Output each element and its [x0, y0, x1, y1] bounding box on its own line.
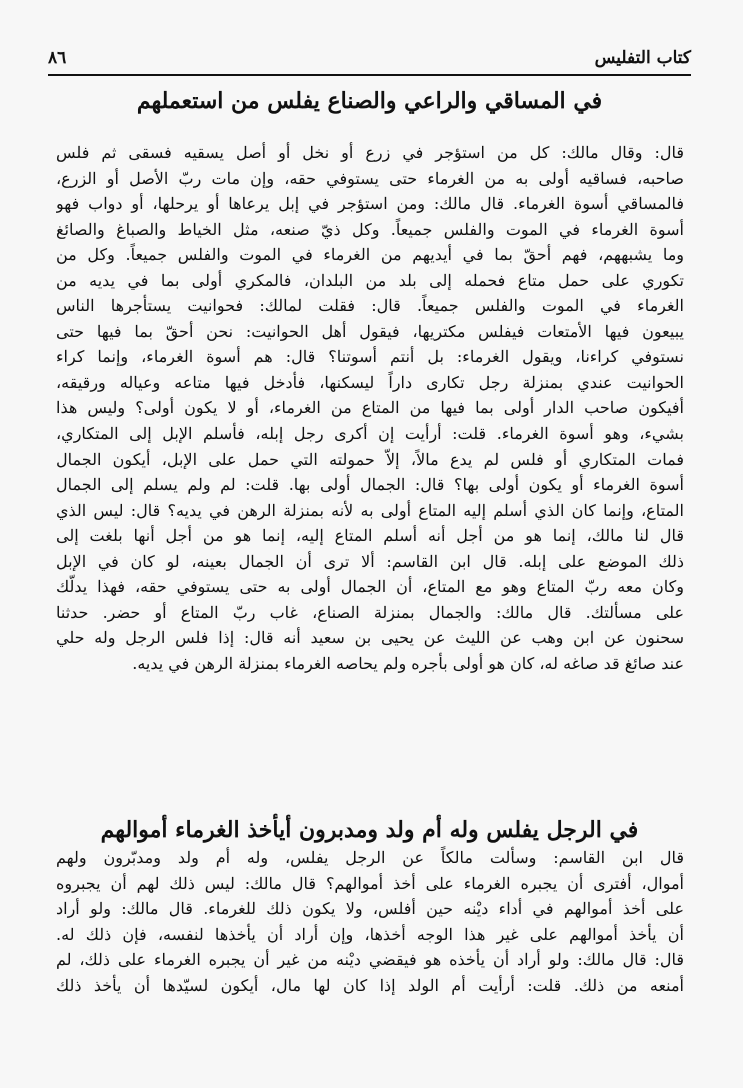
- section-heading: في الرجل يفلس وله أم ولد ومدبرون أيأخذ الغرماء أموالهم: [100, 817, 639, 843]
- page-number: ٨٦: [48, 48, 67, 68]
- section-heading: في المساقي والراعي والصناع يفلس من استعملهم: [136, 88, 603, 114]
- text-line: قال ابن القاسم: وسألت مالكاً عن الرجل يفلس، وله أم ولد ومدبّرون ولهم: [56, 848, 684, 867]
- text-line: قال: وقال مالك: كل من استؤجر في زرع أو نخل أو أصل يسقيه فسقى ثم فلس: [56, 143, 684, 162]
- text-line: أفيكون صاحب الدار أولى بما فيها من المتاع من الغرماء، أو لا يكون أولى؟ وليس هذا: [56, 398, 684, 418]
- text-line: يبيعون فيها الأمتعات فيفلس مكتريها، فيقول أهل الحوانيت: نحن أحقّ بما فيها حتى: [56, 321, 684, 341]
- text-line: على أخذ أموالهم في أداء ديْنه حين أفلس، ولا يكون ذلك للغرماء. قال مالك: ولو أراد: [56, 899, 684, 919]
- text-line: المتاع، وإنما كان الذي أسلم إليه المتاع أولى به لأنه بمنزلة الرهن في يديه؟ قال: ليس الذي: [56, 500, 684, 520]
- text-line: على مسألتك. قال مالك: والجمال بمنزلة الصناع، غاب ربّ المتاع أو حضر. حدثنا: [56, 602, 684, 622]
- text-line: أسوة الغرماء في الموت والفلس جميعاً. وكل ذيّ صنعه، مثل الخياط والصباغ والصائغ: [56, 219, 684, 239]
- text-line: فمات المتكاري أو فلس لم يدع مالاً، إلاّ حمولته التي حمل على الإبل، أيكون الجمال: [56, 449, 684, 469]
- text-line: الغرماء في الموت والفلس جميعاً. قال: فقلت لمالك: فحوانيت يستأجرها الناس: [56, 296, 684, 316]
- text-line: عند صائغ قد صاغه له، كان هو أولى بأجره ولم يحاصه الغرماء بمنزلة الرهن في يديه.: [132, 653, 684, 673]
- text-line: سحنون عن ابن وهب عن الليث عن يحيى بن سعيد أنه قال: إذا فلس الرجل وله حلي: [56, 628, 684, 648]
- text-line: أموال، أفترى أن يجبره الغرماء على أخذ أموالهم؟ قال مالك: ليس ذلك لهم أن يجبروه: [56, 873, 684, 893]
- text-line: تكوري على حمل متاع فحمله إلى بلد من البلدان، فالمكري أولى بما في يديه من: [56, 270, 684, 290]
- text-line: قال: قال مالك: ولو أراد أن يأخذه هو فيقضي ديْنه من غير أن يجبره الغرماء على ذلك، لم: [56, 950, 684, 970]
- text-line: ذلك الموضع على إبله. قال ابن القاسم: ألا ترى أن الجمال بعينه، لو كان في الإبل: [56, 551, 684, 571]
- text-line: أسوة الغرماء أو يكون أولى بها؟ قال: الجمال أولى بها. قلت: لم ولم يسلم إلى الجمال: [56, 475, 684, 495]
- section-body: [56, 845, 684, 998]
- text-line: صاحبه، فساقيه أولى به من الغرماء حتى يستوفي حقه، وإن مات ربّ الأصل أو الزرع،: [56, 168, 684, 188]
- page-header: [48, 44, 691, 72]
- text-line: قال لنا مالك، إنما هو من أجل أنه أسلم المتاع إليه، إنما هو من أجل أنها بلغت إلى: [56, 526, 684, 546]
- text-line: وكان معه ربّ المتاع وهو مع المتاع، أن الجمال أولى به حتى يستوفي حقه، فهذا يدلّك: [56, 577, 684, 597]
- text-line: وما يشبههم، فهم أحقّ بما في أيديهم من الغرماء في الموت والفلس جميعاً. وكل من: [56, 245, 684, 265]
- section-body: [56, 140, 684, 676]
- text-line: فالمساقي أسوة الغرماء. قال مالك: ومن استؤجر في إبل يرعاها أو يرحلها، أو دواب فهو: [56, 194, 684, 214]
- text-line: نستوفي كراءنا، ويقول الغرماء: بل أنتم أسوتنا؟ قال: هم أسوة الغرماء، وإنما كراء: [56, 347, 684, 367]
- running-title: كتاب التفليس: [594, 48, 691, 68]
- text-line: الحوانيت عندي بمنزلة رجل تكارى داراً ليسكنها، فأدخل فيها متاعه وعياله ورقيقه،: [56, 372, 684, 392]
- header-rule: [48, 74, 691, 76]
- text-line: أمنعه من ذلك. قلت: أرأيت أم الولد إذا كان لها مال، أيكون لسيّدها أن يأخذ ذلك: [56, 975, 684, 995]
- text-line: أن يأخذ أموالهم على غير هذا الوجه أخذها، وإن أراد أن يأخذها لنفسه، فإن ذلك له.: [56, 924, 684, 944]
- text-line: بشيء، وهو أسوة الغرماء. قلت: أرأيت إن أكرى رجل إبله، فأسلم الإبل إلى المتكاري،: [56, 424, 684, 444]
